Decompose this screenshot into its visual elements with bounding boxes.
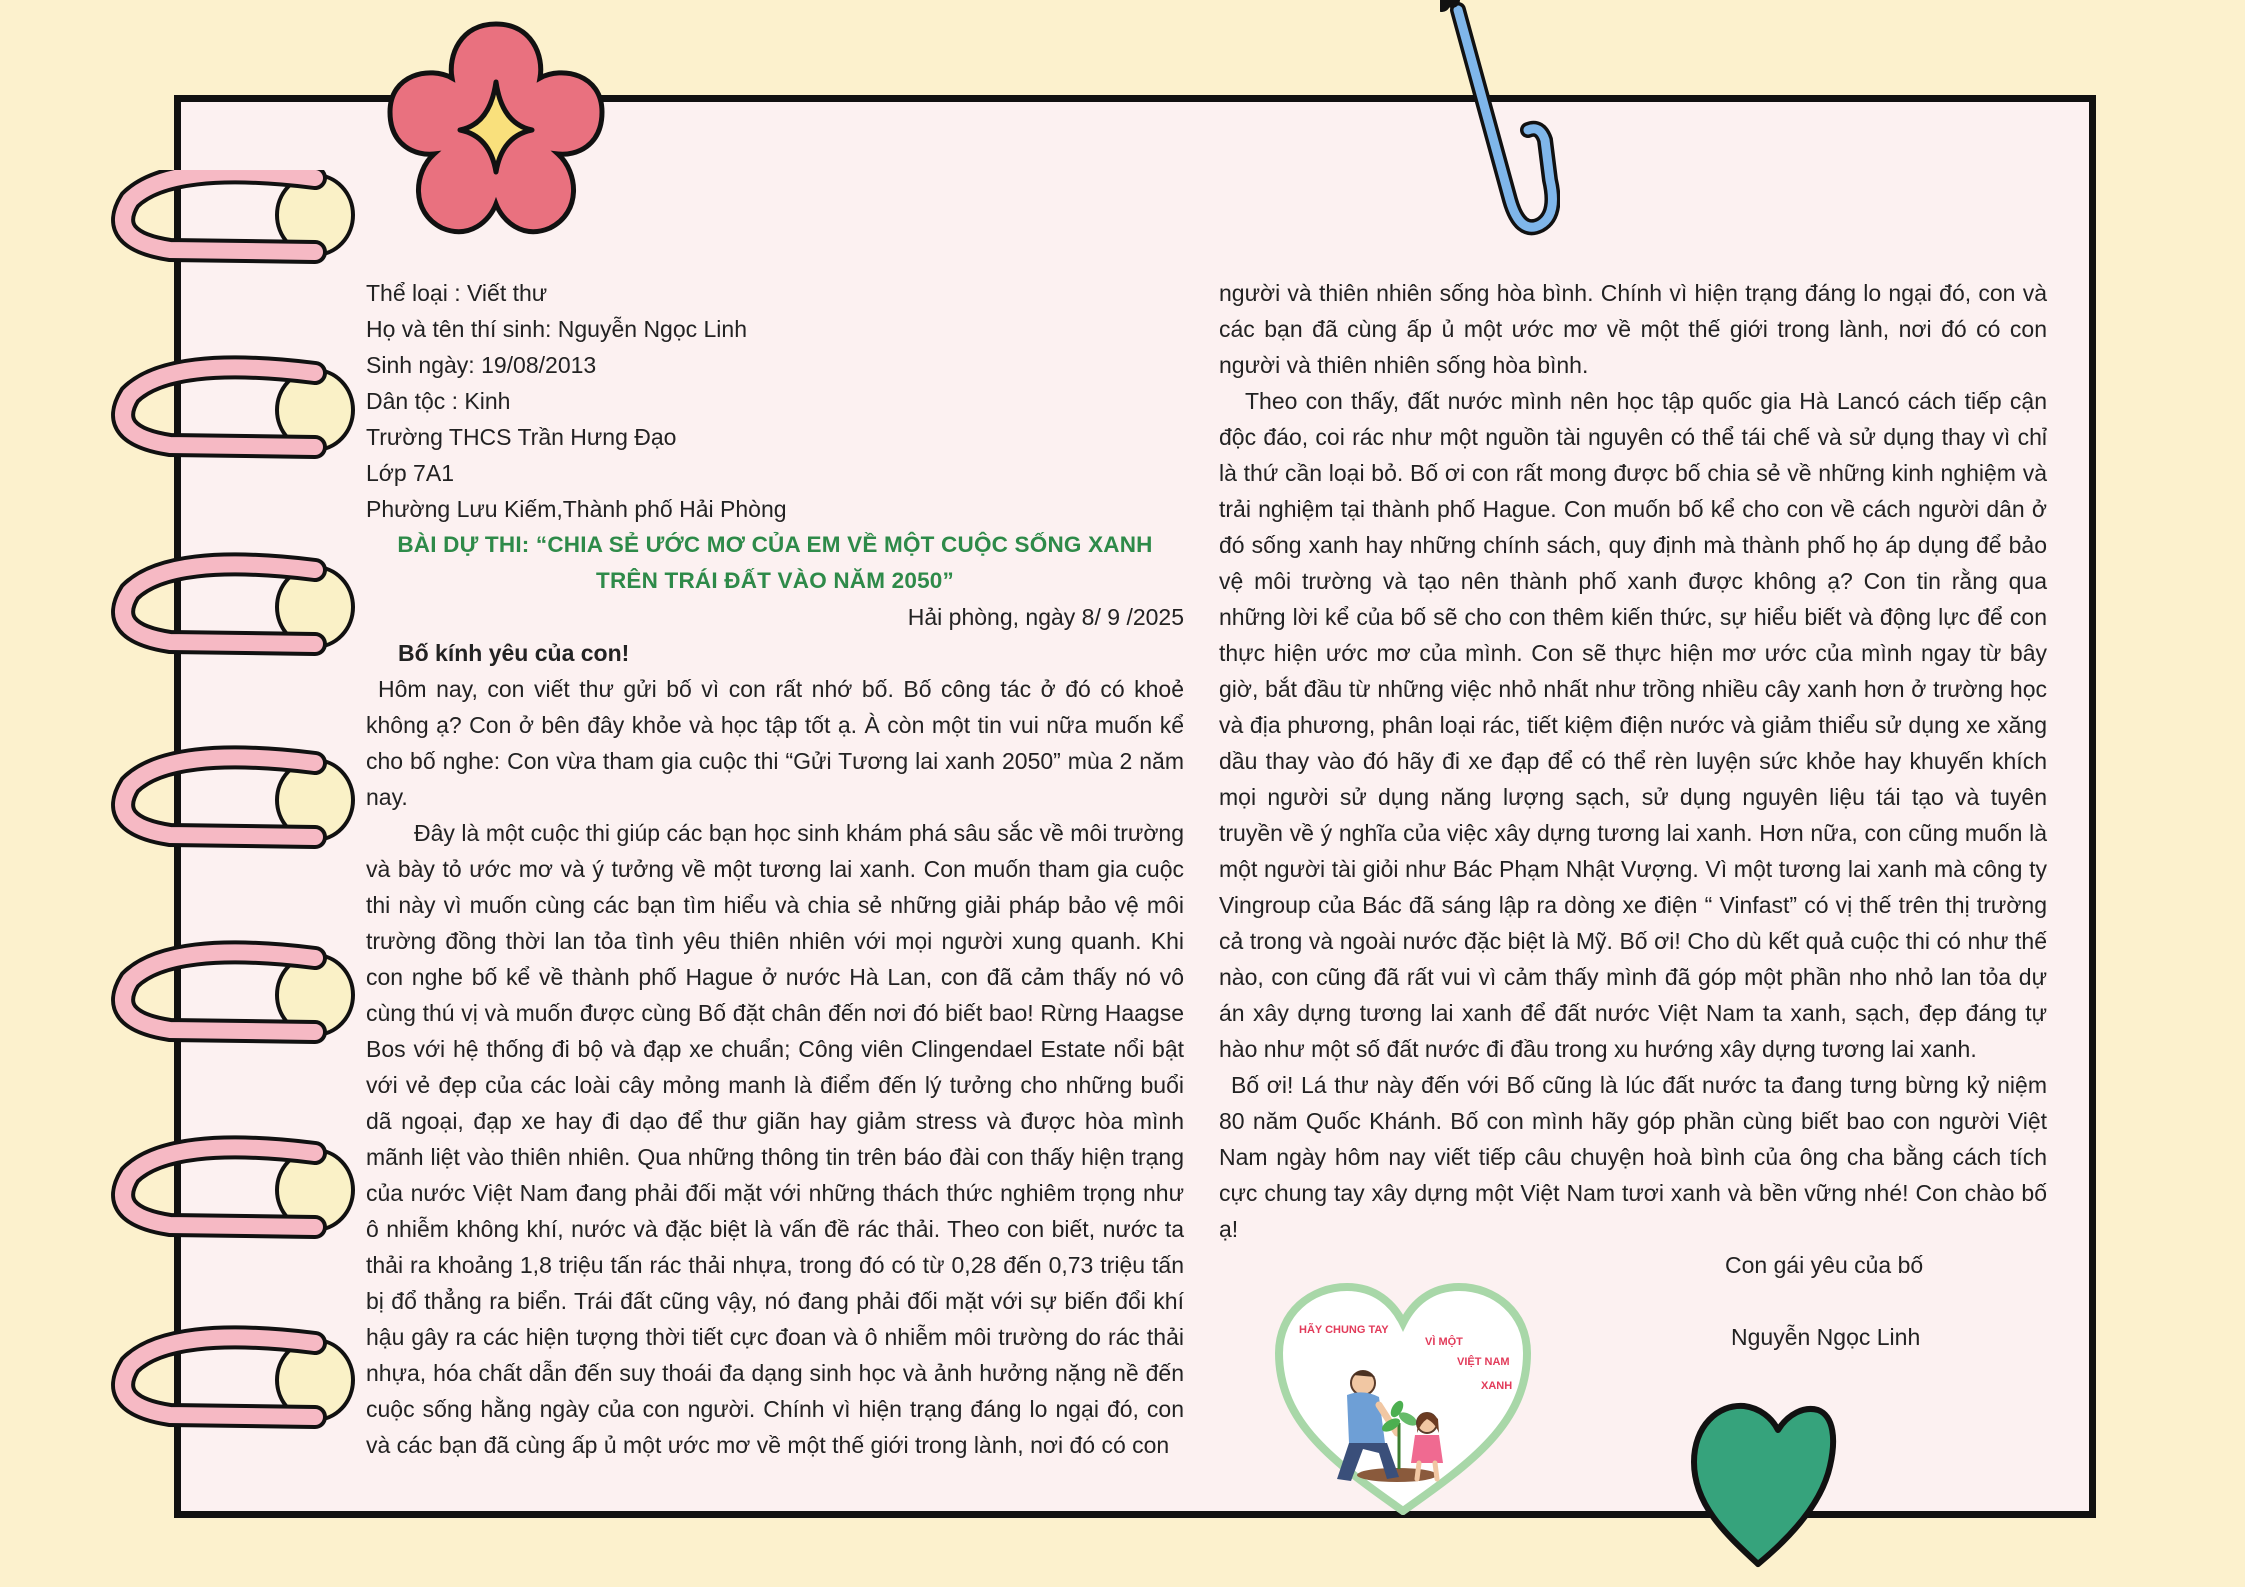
heart-badge-text-2: VÌ MỘT <box>1425 1336 1463 1348</box>
contest-title-line2: TRÊN TRÁI ĐẤT VÀO NĂM 2050” <box>596 568 954 593</box>
spiral-ring <box>123 367 353 450</box>
ward-text: Phường Lưu Kiếm,Thành phố Hải Phòng <box>366 496 787 522</box>
spiral-ring <box>123 172 353 255</box>
left-paragraph-2: Đây là một cuộc thi giúp các bạn học sinh khám phá sâu sắc về môi trường và bày tỏ ước mơ và ý tưởng về một tương lai xanh. Con muốn tham gia cuộc thi này vì muốn cùng các bạn tìm hiểu và chia sẻ những giải pháp bảo vệ môi trường đồng thời lan tỏa tình yêu thiên nhiên với mọi người xung quanh. Khi con nghe bố kể về thành phố Hague ở nước Hà Lan, con đã cảm thấy nó vô cùng thú vị và muốn được cùng Bố đặt chân đến nơi đó biết bao! Rừng Haagse Bos với hệ thống đi bộ và đạp xe chuẩn; Công viên Clingendael Estate nổi bật với vẻ đẹp của các loài cây mỏng manh là điểm đến lý tưởng cho những buổi dã ngoại, đạp xe hay đi dạo để thư giãn hay giảm stress và được hòa mình mãnh liệt vào thiên nhiên. Qua những thông tin trên báo đài con thấy hiện trạng của nước Việt Nam đang phải đối mặt với những thách thức nghiêm trọng như ô nhiễm không khí, nước và đặc biệt là vấn đề rác thải. Theo con biết, nước ta thải ra khoảng 1,8 triệu tấn rác thải nhựa, trong đó có từ 0,28 đến 0,73 triệu tấn bị đổ thẳng ra biển. Trái đất cũng vậy, nó đang phải đối mặt với sự biến đổi khí hậu gây ra các hiện tượng thời tiết cực đoan và ô nhiễm môi trường do rác thải nhựa, hóa chất dẫn đến suy thoái đa dạng sinh học và ảnh hưởng nặng nề đến cuộc sống hằng ngày của con người. Chính vì hiện trạng đáng lo ngại đó, con và các bạn đã cùng ấp ủ một ước mơ về một thế giới trong lành, nơi đó có con <box>366 820 1184 1458</box>
left-paragraph-1: Hôm nay, con viết thư gửi bố vì con rất nhớ bố. Bố công tác ở đó có khoẻ không ạ? Con ở bên đây khỏe và học tập tốt ạ. À còn một tin vui nữa muốn kể cho bố nghe: Con vừa tham gia cuộc thi “Gửi Tương lai xanh 2050” mùa 2 năm nay. <box>366 676 1184 810</box>
spiral-binding <box>110 170 370 1460</box>
dob-text: Sinh ngày: 19/08/2013 <box>366 352 597 378</box>
salutation: Bố kính yêu của con! <box>398 640 630 666</box>
spiral-ring <box>123 1147 353 1230</box>
heart-badge <box>1275 1283 1531 1515</box>
spiral-ring <box>123 952 353 1035</box>
right-paragraph-2: Theo con thấy, đất nước mình nên học tập quốc gia Hà Lancó cách tiếp cận độc đáo, coi rác như một nguồn tài nguyên có thể tái chế và sử dụng thay vì chỉ là thứ cần loại bỏ. Bố ơi con rất mong được bố chia sẻ về những kinh nghiệm và trải nghiệm tại thành phố Hague. Con muốn bố kể cho con về cách người dân ở đó sống xanh hay những chính sách, quy định mà thành phố họ áp dụng để bảo vệ môi trường và tạo nên thành phố xanh được không ạ? Con tin rằng qua những lời kể của bố sẽ cho con thêm kiến thức, sự hiểu biết và động lực để con thực hiện ước mơ của mình. Con sẽ thực hiện mơ ước của mình ngay từ bây giờ, bắt đầu từ những việc nhỏ nhất như trồng nhiều cây xanh hơn ở trường học và địa phương, phân loại rác, tiết kiệm điện nước và giảm thiểu sử dụng xe xăng dầu thay vào đó hãy đi xe đạp để có thể rèn luyện sức khỏe hay khuyến khích mọi người sử dụng năng lượng sạch, sử dụng nguyên liệu tái tạo và tuyên truyền về ý nghĩa của việc xây dựng tương lai xanh. Hơn nữa, con cũng muốn là một người tài giỏi như Bác Phạm Nhật Vượng. Vì một tương lai xanh mà công ty Vingroup của Bác đã sáng lập ra dòng xe điện “ Vinfast” có vị thế trên thị trường cả trong và ngoài nước đặc biệt là Mỹ. Bố ơi! Cho dù kết quả cuộc thi có như thế nào, con cũng đã rất vui vì cảm thấy mình đã góp một phần nho nhỏ lan tỏa dự án xây dựng tương lai xanh để đất nước Việt Nam ta xanh, sạch, đẹp đáng tự hào như một số đất nước đi đầu trong xu hướng xây dựng tương lai xanh. <box>1219 388 2047 1062</box>
sign-off-text: Con gái yêu của bố <box>1725 1252 1924 1278</box>
genre-text: Thể loại : Viết thư <box>366 280 548 306</box>
letter-left-column <box>366 275 1184 1463</box>
letter-date: Hải phòng, ngày 8/ 9 /2025 <box>907 604 1184 630</box>
green-heart-icon <box>1688 1396 1838 1571</box>
right-paragraph-1: người và thiên nhiên sống hòa bình. Chính vì hiện trạng đáng lo ngại đó, con và các bạn đã cùng ấp ủ một ước mơ về một thế giới trong lành, nơi đó có con người và thiên nhiên sống hòa bình. <box>1219 280 2047 378</box>
student-name-text: Họ và tên thí sinh: Nguyễn Ngọc Linh <box>366 316 748 342</box>
contest-title-line1: BÀI DỰ THI: “CHIA SẺ ƯỚC MƠ CỦA EM VỀ MỘT CUỘC SỐNG XANH <box>397 532 1153 557</box>
class-text: Lớp 7A1 <box>366 460 454 486</box>
spiral-ring <box>123 1337 353 1420</box>
ethnicity-text: Dân tộc : Kinh <box>366 388 511 414</box>
letter-right-column <box>1219 275 2047 1355</box>
heart-badge-text-4: XANH <box>1481 1380 1513 1392</box>
heart-badge-text-3: VIỆT NAM <box>1457 1356 1510 1368</box>
spiral-ring <box>123 757 353 840</box>
signature-name: Nguyễn Ngọc Linh <box>1731 1324 1921 1350</box>
right-paragraph-3: Bố ơi! Lá thư này đến với Bố cũng là lúc đất nước ta đang tưng bừng kỷ niệm 80 năm Quốc Khánh. Bố con mình hãy góp phần cùng biết bao con người Việt Nam ngày hôm nay viết tiếp câu chuyện hoà bình của ông cha bằng cách tích cực chung tay xây dựng một Việt Nam tươi xanh và bền vững nhé! Con chào bố ạ! <box>1219 1072 2047 1242</box>
school-text: Trường THCS Trần Hưng Đạo <box>366 424 677 450</box>
flower-icon <box>382 16 610 238</box>
paper-clip-icon <box>1440 0 1560 245</box>
heart-badge-text-1: HÃY CHUNG TAY <box>1299 1324 1389 1336</box>
spiral-ring <box>123 564 353 647</box>
